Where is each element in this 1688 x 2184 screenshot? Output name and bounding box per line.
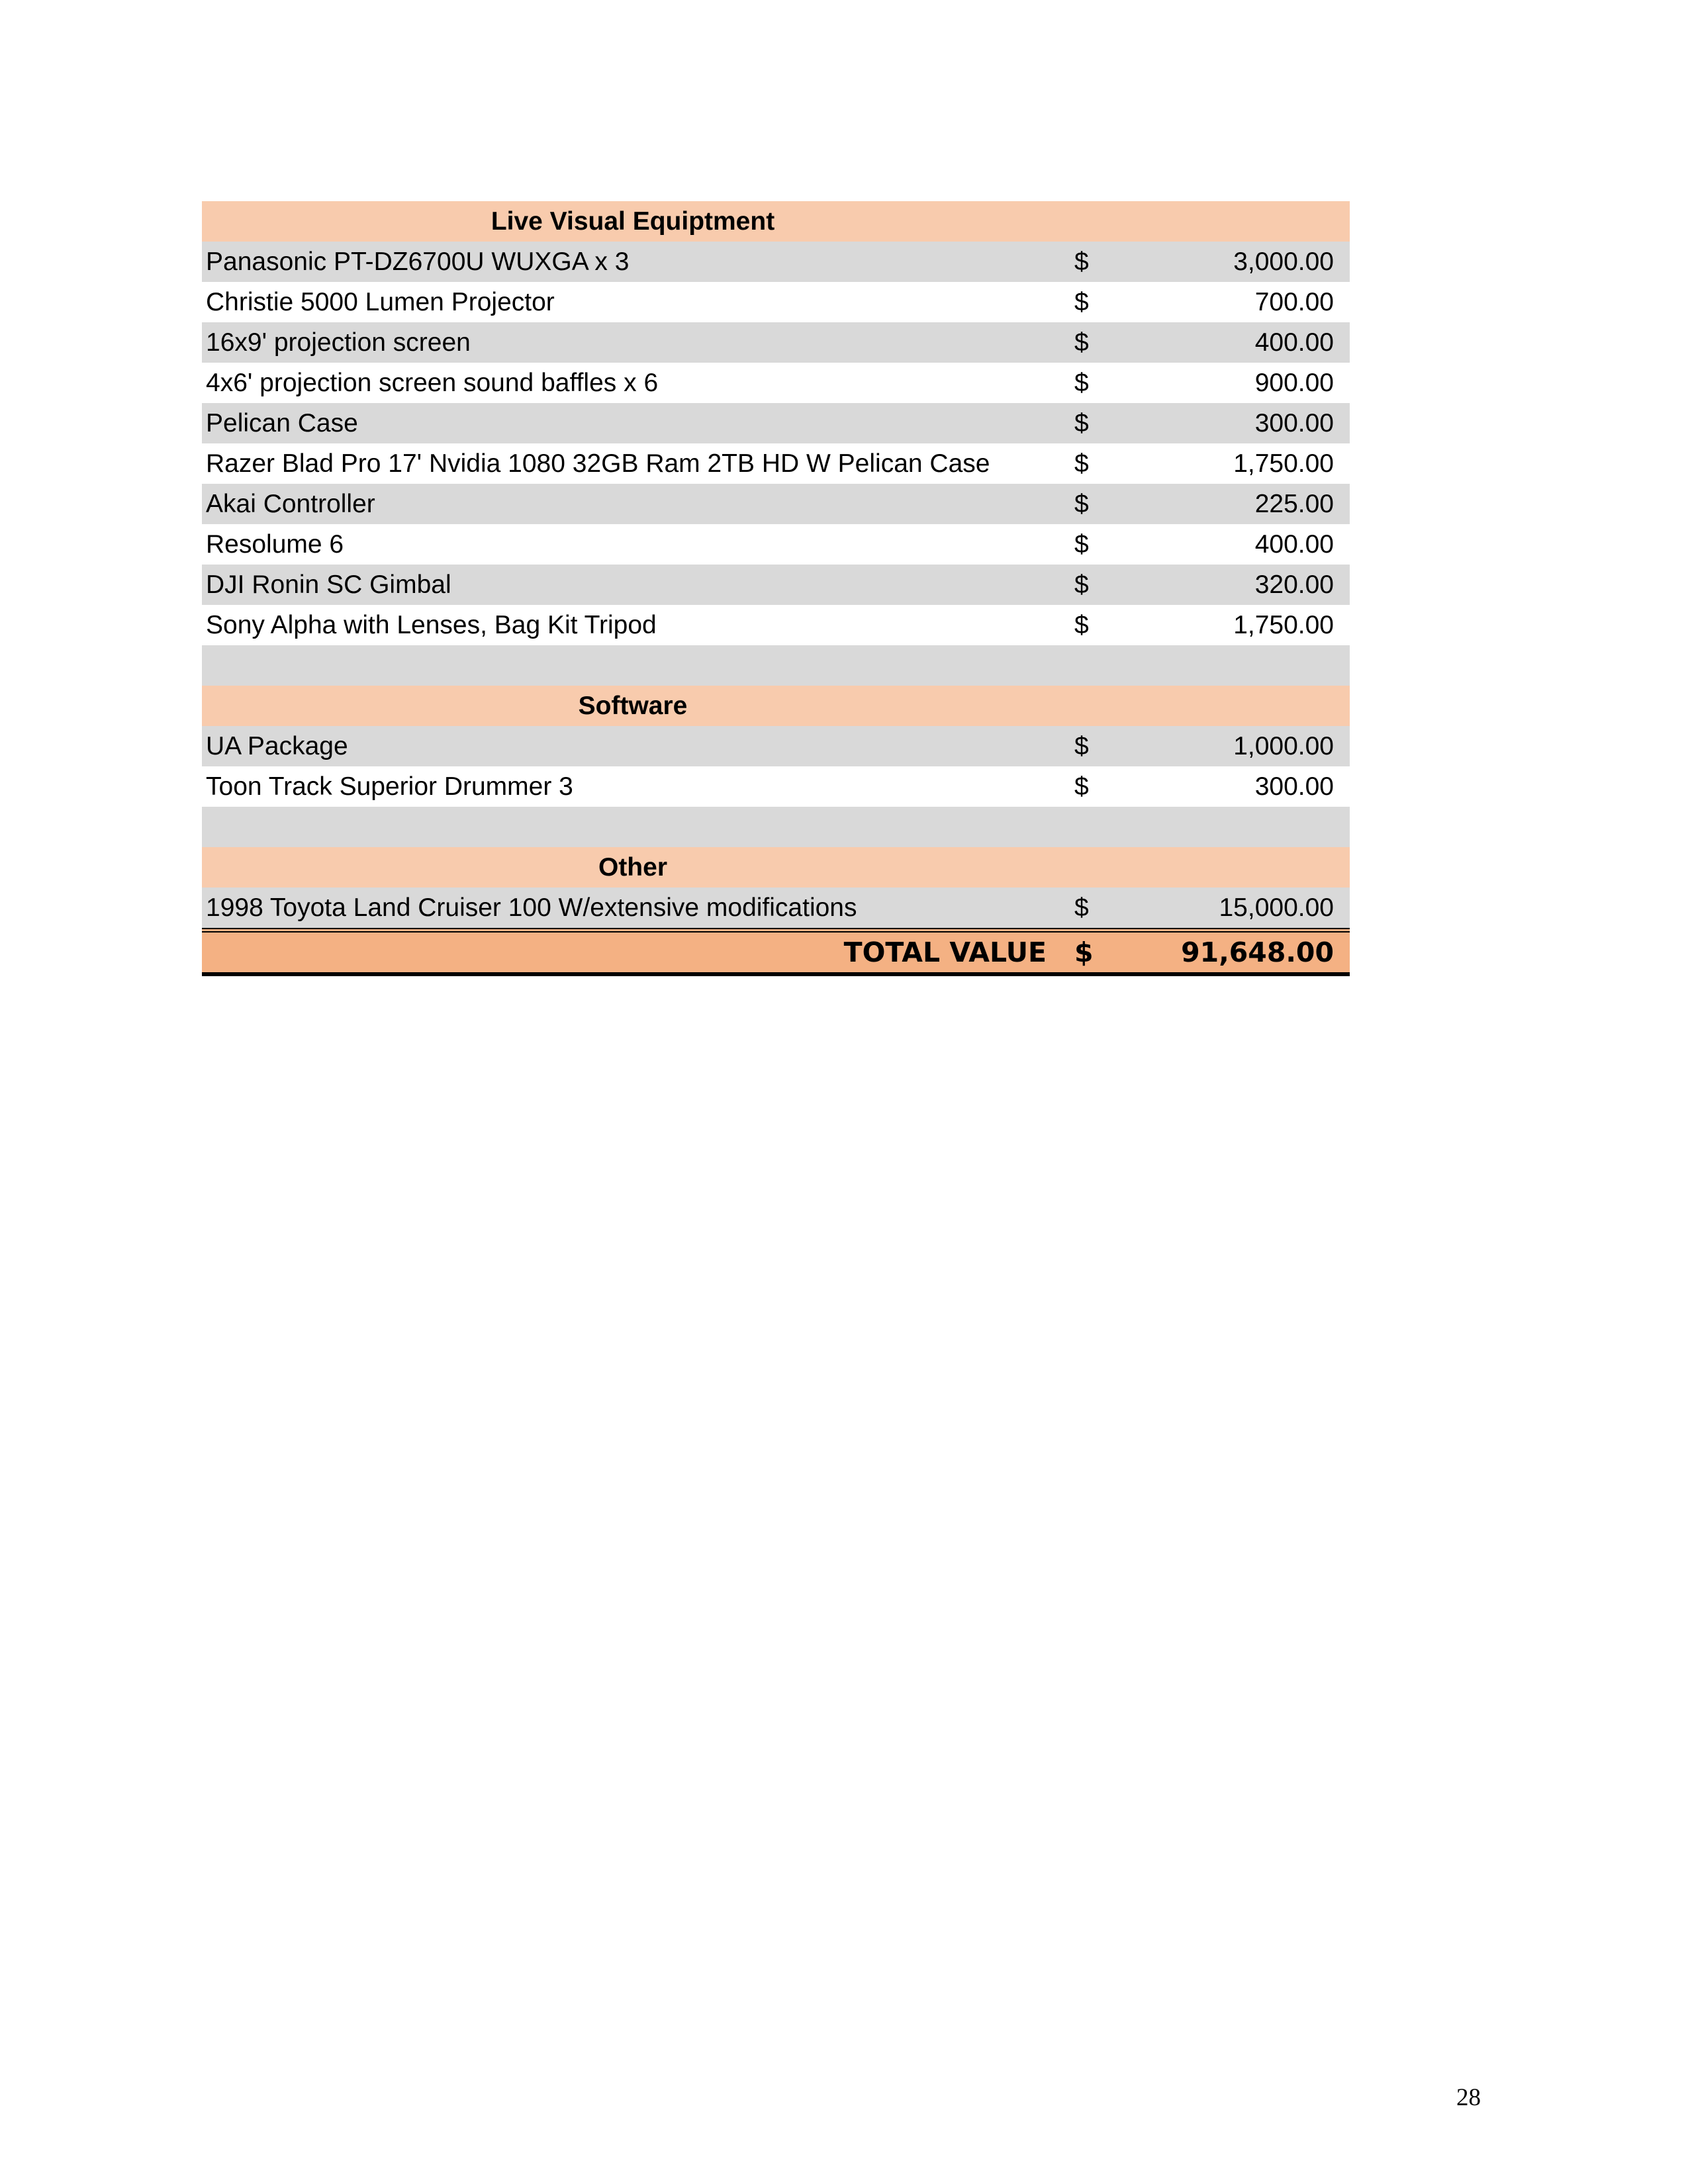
item-description: Sony Alpha with Lenses, Bag Kit Tripod bbox=[206, 611, 657, 639]
table-row bbox=[202, 443, 1350, 484]
page-number: 28 bbox=[1456, 2084, 1481, 2111]
item-description: DJI Ronin SC Gimbal bbox=[206, 570, 451, 599]
item-amount: 300.00 bbox=[1254, 409, 1334, 437]
item-amount: 3,000.00 bbox=[1233, 248, 1334, 276]
currency-symbol: $ bbox=[1074, 248, 1089, 276]
item-description: Resolume 6 bbox=[206, 530, 344, 559]
currency-symbol: $ bbox=[1074, 409, 1089, 437]
item-amount: 400.00 bbox=[1254, 328, 1334, 357]
item-description: 1998 Toyota Land Cruiser 100 W/extensive modifications bbox=[206, 893, 857, 922]
table-row bbox=[202, 605, 1350, 645]
currency-symbol: $ bbox=[1074, 369, 1089, 397]
table-row bbox=[202, 322, 1350, 363]
total-row bbox=[202, 933, 1350, 972]
table-row bbox=[202, 887, 1350, 928]
table-row bbox=[202, 363, 1350, 403]
currency-symbol: $ bbox=[1074, 772, 1089, 801]
item-description: 4x6' projection screen sound baffles x 6 bbox=[206, 369, 659, 397]
equipment-value-table bbox=[202, 201, 1350, 976]
table-row bbox=[202, 242, 1350, 282]
item-description: Christie 5000 Lumen Projector bbox=[206, 288, 555, 316]
currency-symbol: $ bbox=[1074, 328, 1089, 357]
section-title: Software bbox=[578, 692, 688, 720]
table-row bbox=[202, 524, 1350, 565]
spacer-row bbox=[202, 645, 1350, 686]
table-row bbox=[202, 726, 1350, 766]
currency-symbol: $ bbox=[1074, 732, 1089, 760]
item-amount: 400.00 bbox=[1254, 530, 1334, 559]
item-amount: 700.00 bbox=[1254, 288, 1334, 316]
item-amount: 1,750.00 bbox=[1233, 449, 1334, 478]
item-description: Toon Track Superior Drummer 3 bbox=[206, 772, 573, 801]
item-description: 16x9' projection screen bbox=[206, 328, 471, 357]
section-title: Live Visual Equiptment bbox=[491, 207, 775, 236]
currency-symbol: $ bbox=[1074, 490, 1089, 518]
section-title: Other bbox=[598, 853, 667, 882]
currency-symbol: $ bbox=[1074, 449, 1089, 478]
total-label: TOTAL VALUE bbox=[843, 936, 1047, 968]
item-amount: 225.00 bbox=[1254, 490, 1334, 518]
item-description: Akai Controller bbox=[206, 490, 375, 518]
total-row-frame bbox=[202, 928, 1350, 976]
total-currency-symbol: $ bbox=[1074, 936, 1094, 968]
section-header-software bbox=[202, 686, 1350, 726]
item-description: UA Package bbox=[206, 732, 348, 760]
currency-symbol: $ bbox=[1074, 288, 1089, 316]
currency-symbol: $ bbox=[1074, 530, 1089, 559]
item-description: Razer Blad Pro 17' Nvidia 1080 32GB Ram 2TB HD W Pelican Case bbox=[206, 449, 990, 478]
currency-symbol: $ bbox=[1074, 611, 1089, 639]
currency-symbol: $ bbox=[1074, 893, 1089, 922]
item-amount: 15,000.00 bbox=[1219, 893, 1334, 922]
section-header-live-visual bbox=[202, 201, 1350, 242]
table-row bbox=[202, 766, 1350, 807]
table-row bbox=[202, 565, 1350, 605]
currency-symbol: $ bbox=[1074, 570, 1089, 599]
item-amount: 300.00 bbox=[1254, 772, 1334, 801]
table-row bbox=[202, 403, 1350, 443]
table-row bbox=[202, 484, 1350, 524]
item-description: Pelican Case bbox=[206, 409, 358, 437]
item-amount: 900.00 bbox=[1254, 369, 1334, 397]
item-amount: 320.00 bbox=[1254, 570, 1334, 599]
item-amount: 1,750.00 bbox=[1233, 611, 1334, 639]
table-row bbox=[202, 282, 1350, 322]
total-amount: 91,648.00 bbox=[1181, 936, 1334, 968]
section-header-other bbox=[202, 847, 1350, 887]
item-amount: 1,000.00 bbox=[1233, 732, 1334, 760]
spacer-row bbox=[202, 807, 1350, 847]
item-description: Panasonic PT-DZ6700U WUXGA x 3 bbox=[206, 248, 630, 276]
